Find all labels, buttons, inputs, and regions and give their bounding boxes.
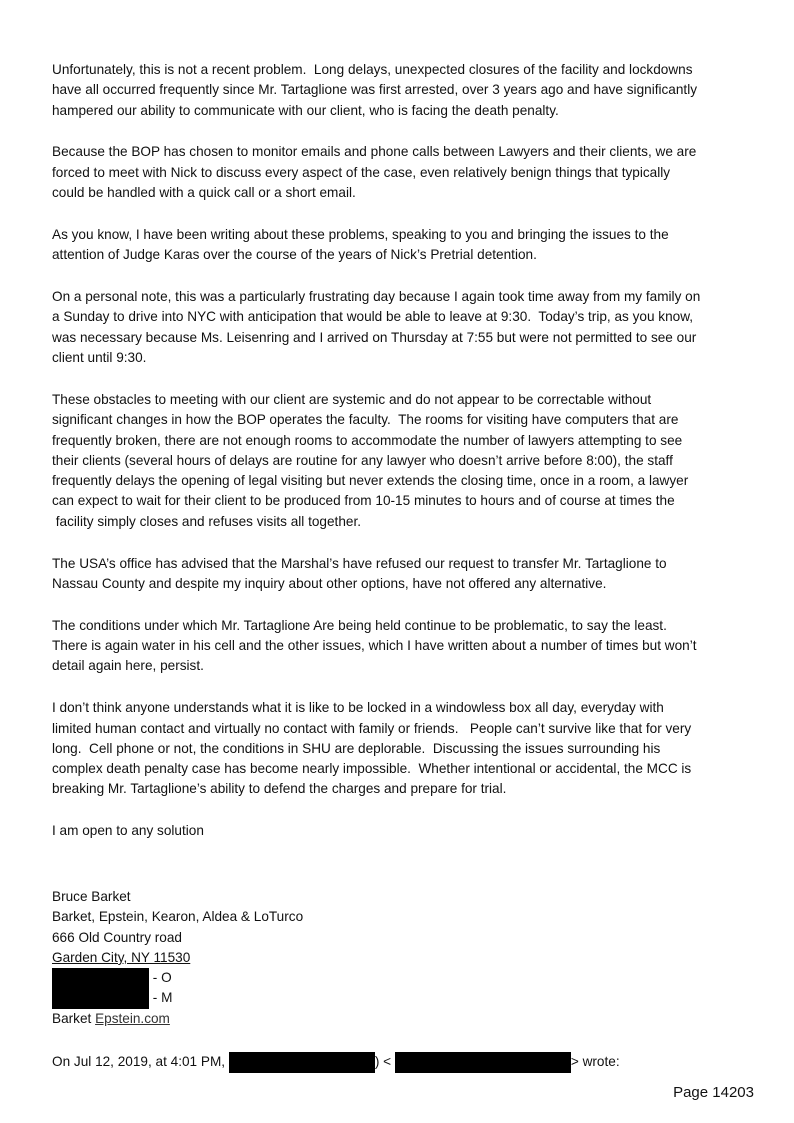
paragraph-line: On a personal note, this was a particularly frustrating day because I again took time away from my family on — [52, 289, 701, 305]
paragraph-line: was necessary because Ms. Leisenring and I arrived on Thursday at 7:55 but were not permitted to see our — [52, 329, 697, 345]
paragraph-line: significant changes in how the BOP operates the faculty. The rooms for visiting have computers that are — [52, 412, 679, 428]
paragraph-line: I don’t think anyone understands what it is like to be locked in a windowless box all day, everyday with — [52, 700, 664, 716]
page-number: Page 14203 — [673, 1084, 754, 1101]
paragraph-line: There is again water in his cell and the other issues, which I have written about a number of times but won’t — [52, 638, 697, 654]
redaction-box — [395, 1052, 571, 1073]
paragraph-line: As you know, I have been writing about these problems, speaking to you and bringing the issues to the — [52, 226, 669, 242]
paragraph-line: long. Cell phone or not, the conditions in SHU are deplorable. Discussing the issues surrounding his — [52, 740, 661, 756]
paragraph-line: I am open to any solution — [52, 823, 204, 839]
paragraph-line: facility simply closes and refuses visits all together. — [52, 513, 362, 529]
paragraph-line: limited human contact and virtually no contact with family or friends. People can’t survive like that for very — [52, 720, 692, 736]
website-link[interactable]: Epstein.com — [95, 1010, 170, 1026]
signature-address-city: Garden City, NY 11530 — [52, 949, 191, 965]
paragraph-line: detail again here, persist. — [52, 658, 204, 674]
redaction-box — [52, 968, 149, 989]
paragraph-line: a Sunday to drive into NYC with anticipation that would be able to leave at 9:30. Today’s trip, as you know, — [52, 309, 694, 325]
paragraph-line: frequently delays the opening of legal visiting but never extends the closing time, once in a room, a lawyer — [52, 473, 689, 489]
paragraph — [52, 616, 772, 677]
paragraph-line: The conditions under which Mr. Tartaglione Are being held continue to be problematic, to say the least. — [52, 617, 667, 633]
paragraph-line: hampered our ability to communicate with our client, who is facing the death penalty. — [52, 102, 559, 118]
signature-website: Barket Epstein.com — [52, 1010, 170, 1026]
signature-mobile-phone: - M — [52, 988, 303, 1008]
signature-name: Bruce Barket — [52, 889, 131, 904]
paragraph-line: breaking Mr. Tartaglione’s ability to defend the charges and prepare for trial. — [52, 781, 507, 797]
paragraph-line: could be handled with a quick call or a short email. — [52, 185, 356, 201]
paragraph — [52, 287, 772, 368]
paragraph — [52, 821, 772, 841]
paragraph-line: These obstacles to meeting with our client are systemic and do not appear to be correctable without — [52, 391, 652, 407]
paragraph-line: forced to meet with Nick to discuss every aspect of the case, even relatively benign things that typically — [52, 164, 671, 180]
paragraph-line: can expect to wait for their client to be produced from 10-15 minutes to hours and of course at times the — [52, 493, 675, 509]
paragraph-line: Because the BOP has chosen to monitor emails and phone calls between Lawyers and their clients, we are — [52, 144, 697, 160]
paragraph-line: frequently broken, there are not enough rooms to accommodate the number of lawyers attempting to see — [52, 432, 683, 448]
paragraph-line: Nassau County and despite my inquiry about other options, have not offered any alternative. — [52, 575, 607, 591]
paragraph — [52, 390, 772, 532]
paragraph — [52, 554, 772, 595]
paragraph-line: complex death penalty case has become nearly impossible. Whether intentional or accidental, the MCC is — [52, 761, 692, 777]
paragraph — [52, 698, 772, 799]
letter-body — [52, 60, 772, 863]
paragraph-line: their clients (several hours of delays are routine for any lawyer who doesn’t arrive before 8:00), the staff — [52, 452, 673, 468]
paragraph — [52, 142, 772, 203]
redaction-box — [52, 988, 149, 1009]
paragraph-line: have all occurred frequently since Mr. Tartaglione was first arrested, over 3 years ago and have significantly — [52, 82, 698, 98]
paragraph-line: The USA’s office has advised that the Marshal’s have refused our request to transfer Mr. Tartaglione to — [52, 555, 667, 571]
signature-address-street: 666 Old Country road — [52, 929, 182, 945]
paragraph — [52, 225, 772, 266]
paragraph-line: attention of Judge Karas over the course of the years of Nick’s Pretrial detention. — [52, 247, 537, 263]
paragraph-line: client until 9:30. — [52, 350, 147, 366]
signature-block — [52, 887, 303, 1029]
quoted-email-header: On Jul 12, 2019, at 4:01 PM, ) < > wrote: — [52, 1052, 620, 1073]
paragraph — [52, 60, 772, 121]
signature-office-phone: - O — [52, 968, 303, 988]
signature-firm: Barket, Epstein, Kearon, Aldea & LoTurco — [52, 909, 304, 925]
paragraph-line: Unfortunately, this is not a recent problem. Long delays, unexpected closures of the facility and lockdowns — [52, 62, 693, 77]
redaction-box — [229, 1052, 375, 1073]
